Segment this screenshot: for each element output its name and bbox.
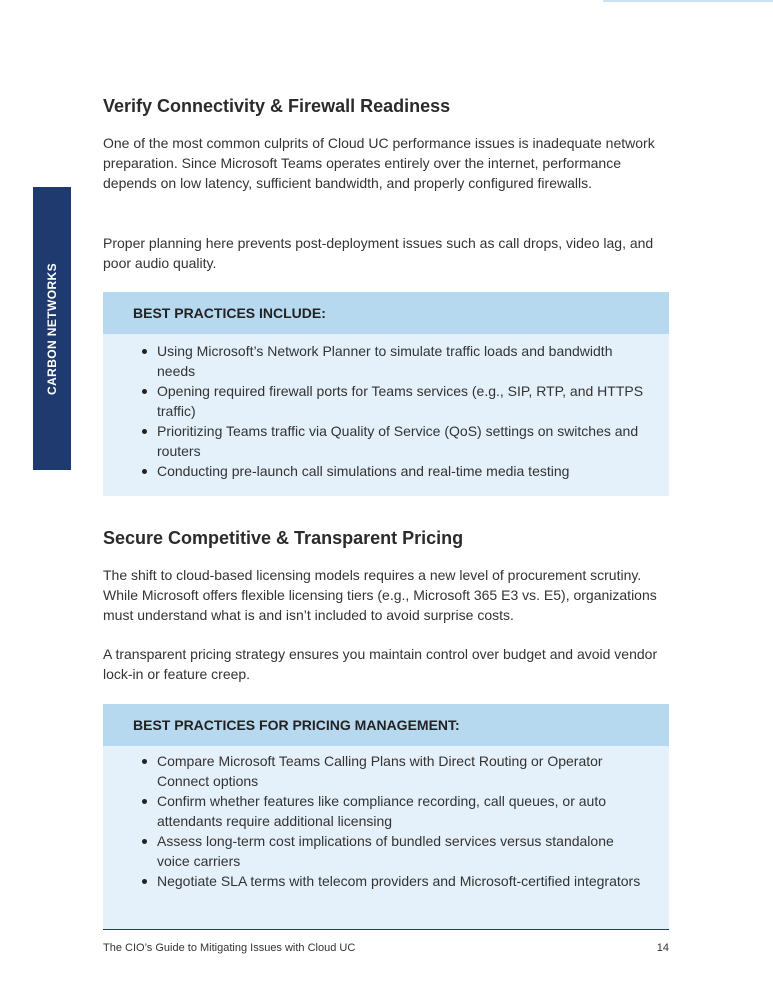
page-number: 14: [656, 942, 669, 954]
list-item: Confirm whether features like compliance recording, call queues, or auto attendants require additional licensing: [103, 791, 669, 831]
pricing-practices-list: [103, 746, 669, 891]
list-item: Using Microsoft’s Network Planner to simulate traffic loads and bandwidth needs: [103, 341, 669, 381]
pricing-practices-box: [103, 704, 669, 929]
pricing-practices-heading: BEST PRACTICES FOR PRICING MANAGEMENT:: [103, 704, 669, 746]
section-heading-connectivity: Verify Connectivity & Firewall Readiness: [103, 96, 451, 116]
footer-document-title: The CIO’s Guide to Mitigating Issues with Cloud UC: [103, 942, 356, 954]
list-item: Conducting pre-launch call simulations and real-time media testing: [103, 461, 669, 481]
best-practices-box: [103, 292, 669, 496]
top-accent-rule: [603, 0, 773, 2]
footer-divider: [103, 929, 669, 930]
list-item: Prioritizing Teams traffic via Quality of Service (QoS) settings on switches and routers: [103, 421, 669, 461]
section1-paragraph-2: Proper planning here prevents post-deployment issues such as call drops, video lag, and poor audio quality.: [103, 235, 654, 271]
best-practices-list: [103, 334, 669, 481]
list-item: Opening required firewall ports for Teams services (e.g., SIP, RTP, and HTTPS traffic): [103, 381, 669, 421]
side-tab-label: CARBON NETWORKS: [45, 262, 59, 395]
list-item: Negotiate SLA terms with telecom providers and Microsoft-certified integrators: [103, 871, 669, 891]
section-heading-pricing: Secure Competitive & Transparent Pricing: [103, 528, 464, 548]
best-practices-heading: BEST PRACTICES INCLUDE:: [103, 292, 669, 334]
side-tab: [33, 187, 71, 470]
list-item: Assess long-term cost implications of bundled services versus standalone voice carriers: [103, 831, 669, 871]
section2-paragraph-2: A transparent pricing strategy ensures you maintain control over budget and avoid vendor lock-in or feature creep.: [103, 646, 658, 682]
section1-paragraph-1: One of the most common culprits of Cloud UC performance issues is inadequate network preparation. Since Microsoft Teams operates entirely over the internet, performance depends on low latency, sufficient bandwidth, and properly configured firewalls.: [103, 135, 655, 191]
section2-paragraph-1: The shift to cloud-based licensing models requires a new level of procurement scrutiny. While Microsoft offers flexible licensing tiers (e.g., Microsoft 365 E3 vs. E5), organizations must understand what is and isn’t included to avoid surprise costs.: [103, 567, 657, 623]
list-item: Compare Microsoft Teams Calling Plans with Direct Routing or Operator Connect options: [103, 751, 669, 791]
